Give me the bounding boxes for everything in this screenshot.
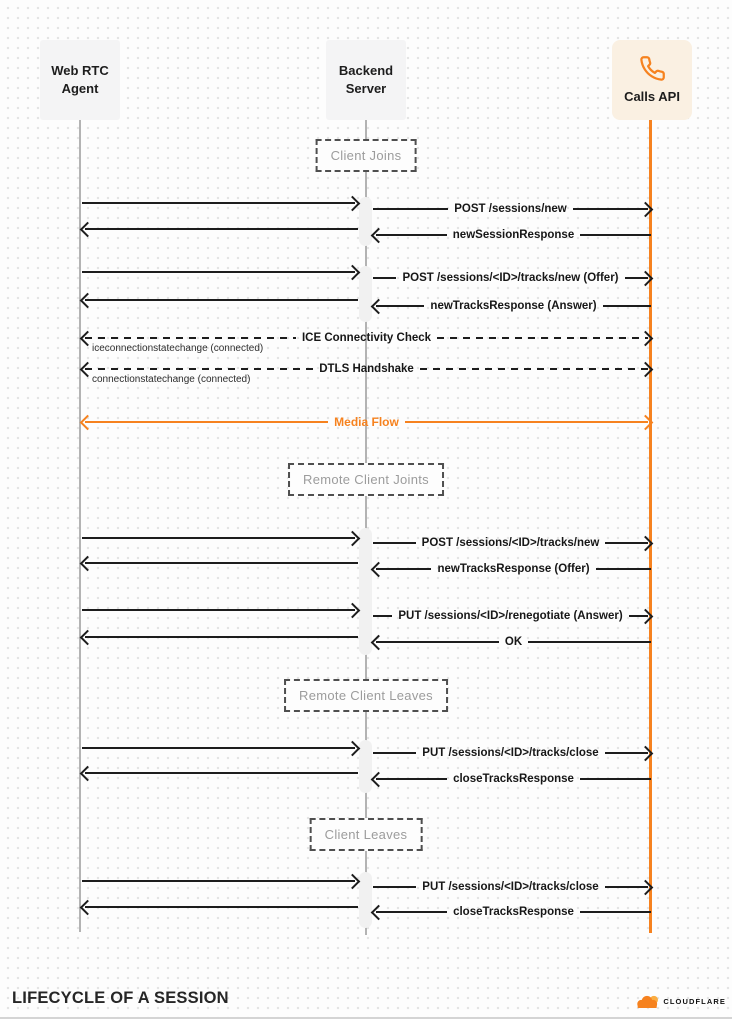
message-label: newSessionResponse [452,229,575,241]
message-arrow-request [82,873,358,889]
actor-calls-api [612,40,692,120]
message-arrow-request [373,745,651,761]
section-remote-client-joints: Remote Client Joints [288,463,444,496]
cloudflare-wordmark: CLOUDFLARE [663,997,726,1006]
message-label: newTracksResponse (Answer) [430,300,597,312]
message-label: ICE Connectivity Check [301,332,432,344]
event-note: connectionstatechange (connected) [92,374,251,385]
actor-label: Web RTC [51,63,109,79]
message-arrow-response [82,221,358,237]
phone-icon [639,55,666,82]
actor-label: Calls API [624,88,680,104]
cloudflare-logo [634,993,726,1010]
message-arrow-request [373,879,651,895]
message-arrow-request [82,740,358,756]
message-arrow-response [82,292,358,308]
section-client-joins: Client Joins [316,139,417,172]
activation-bar [359,266,372,322]
message-arrow-response [373,771,651,787]
actor-label: Backend [338,63,394,79]
actor-label: Server [345,81,387,96]
message-arrow-request [373,608,651,624]
actor-backend-server [326,40,406,120]
event-note: iceconnectionstatechange (connected) [92,343,264,354]
message-label: POST /sessions/<ID>/tracks/new (Offer) [402,272,619,284]
message-label: PUT /sessions/<ID>/renegotiate (Answer) [398,610,623,622]
message-label: closeTracksResponse [453,773,574,785]
message-arrow-request [82,264,358,280]
message-arrow-response [373,561,651,577]
section-remote-client-leaves: Remote Client Leaves [284,679,448,712]
activation-bar [359,528,372,655]
message-arrow-response [373,298,651,314]
section-client-leaves: Client Leaves [310,818,423,851]
message-arrow-response [373,227,651,243]
message-arrow-response [373,634,651,650]
message-arrow-request [373,270,651,286]
message-arrow-response [82,555,358,571]
message-arrow-response [82,765,358,781]
actor-label: Agent [61,81,99,96]
message-arrow-response [373,904,651,920]
message-arrow-request [82,602,358,618]
message-arrow-request [82,530,358,546]
message-label: POST /sessions/<ID>/tracks/new [421,537,600,549]
message-label: DTLS Handshake [319,363,414,375]
message-label: newTracksResponse (Offer) [437,563,590,575]
activation-bar [359,197,372,246]
message-label: POST /sessions/new [454,203,567,215]
message-label: PUT /sessions/<ID>/tracks/close [422,747,599,759]
message-arrow-request [82,195,358,211]
message-label: PUT /sessions/<ID>/tracks/close [422,881,599,893]
activation-bar [359,872,372,928]
page-title: LIFECYCLE OF A SESSION [12,989,229,1007]
lifeline-webrtc-agent [79,119,81,932]
message-arrow-response [82,899,358,915]
activation-bar [359,740,372,793]
message-arrow-media-flow [82,414,651,430]
message-arrow-request [373,201,651,217]
message-label: Media Flow [334,415,399,429]
actor-webrtc-agent [40,40,120,120]
cloudflare-cloud-icon [634,993,660,1010]
message-label: closeTracksResponse [453,906,574,918]
message-arrow-response [82,629,358,645]
message-arrow-request [373,535,651,551]
message-label: OK [504,636,523,648]
